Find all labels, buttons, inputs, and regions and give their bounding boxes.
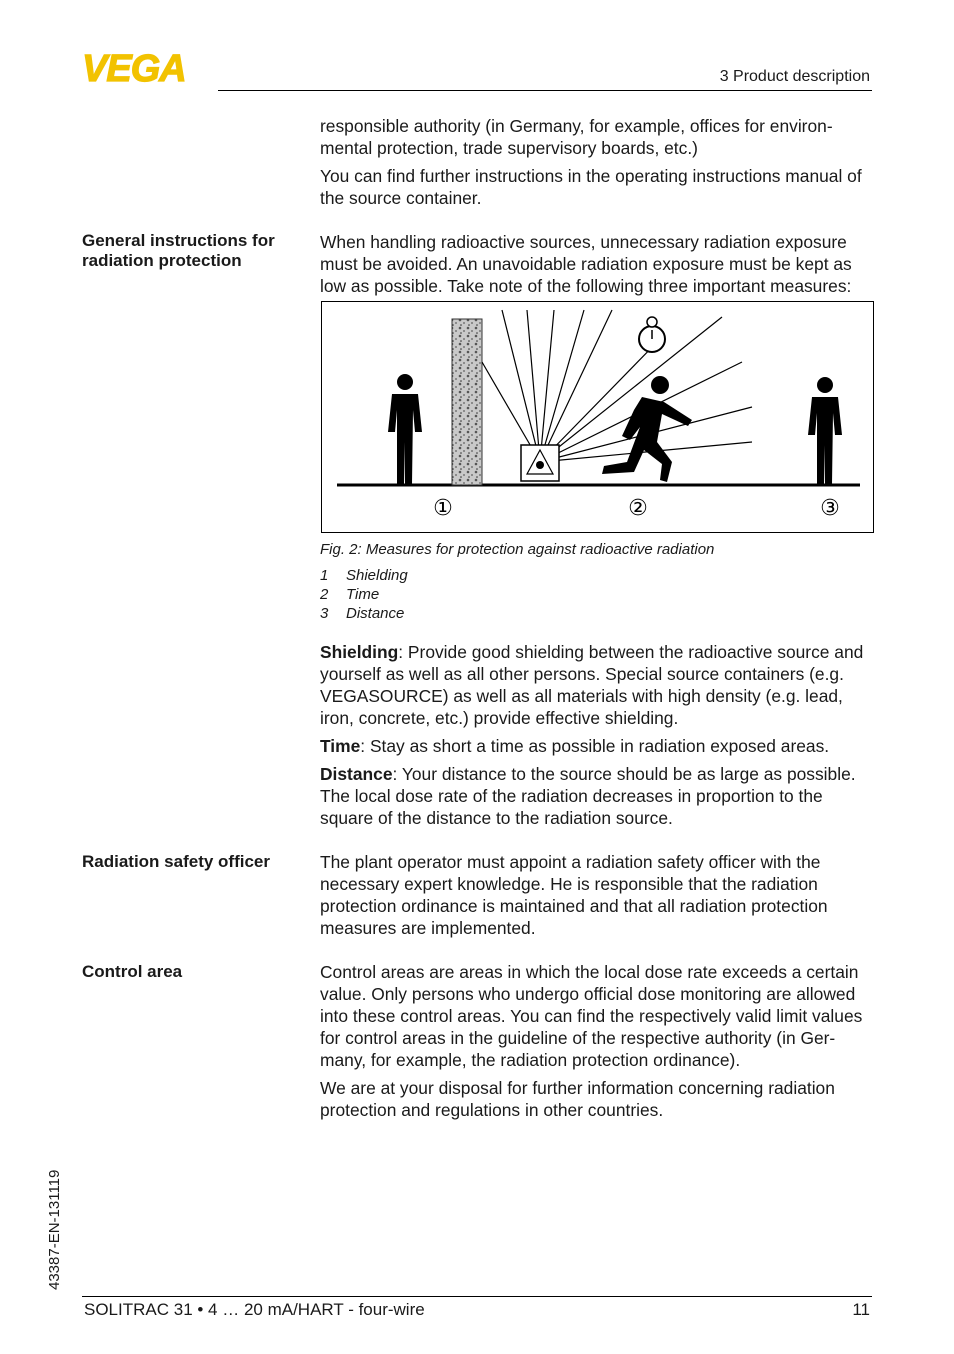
measures-block	[320, 641, 880, 835]
legend-item	[320, 566, 408, 585]
officer-paragraph: The plant operator must appoint a radiation safety officer with the necessary expert knowledge. He is responsible that the radiation protection ordinance is maintained and that all radiation protection measures are implemented.	[320, 852, 828, 938]
control-paragraph-1: Control areas are areas in which the local dose rate exceeds a certain value. Only persons who undergo official dose monitoring are allowed into these control areas. You can find the respectively valid limit values for control areas in the guideline of the respective authority (in Ger-many, for example, the radiation protection ordinance).	[320, 962, 863, 1070]
control-paragraph-2: We are at your disposal for further information concerning radiation protection and regulations in other countries.	[320, 1078, 835, 1120]
distance-paragraph	[320, 763, 880, 829]
stopwatch-icon	[639, 317, 665, 352]
legend-number: 2	[320, 586, 329, 603]
shielding-wall	[452, 319, 482, 485]
shielding-term: Shielding	[320, 642, 399, 662]
radiation-illustration	[322, 302, 873, 532]
vega-logo-mark	[82, 52, 212, 84]
officer-heading: Radiation safety officer	[82, 852, 270, 871]
intro-paragraph-1: responsible authority (in Germany, for example, offices for environ-mental protection, trade supervisory boards, etc.)	[320, 116, 833, 158]
radiation-figure	[321, 301, 874, 533]
general-block	[320, 231, 880, 303]
officer-block	[320, 851, 880, 945]
marker-3: ③	[820, 496, 840, 521]
time-term: Time	[320, 736, 361, 756]
figure-legend	[320, 566, 408, 623]
person-left-icon	[388, 374, 422, 484]
legend-label: Time	[346, 586, 380, 603]
page-number: 11	[852, 1300, 870, 1319]
logo-text: VEGA	[82, 52, 186, 84]
distance-text: : Your distance to the source should be as large as possible. The local dose rate of the radiation decreases in proportion to the square of the distance to the radiation source.	[320, 764, 856, 828]
marker-2: ②	[628, 496, 648, 521]
intro-block	[320, 115, 880, 215]
person-running-icon	[602, 376, 692, 482]
general-paragraph: When handling radioactive sources, unnecessary radiation exposure must be avoided. An unavoidable radiation exposure must be kept as low as possible. Take note of the following three important measures:	[320, 232, 852, 296]
header-divider	[218, 90, 872, 91]
legend-item	[320, 604, 408, 623]
intro-paragraph-2: You can find further instructions in the operating instructions manual of the source container.	[320, 166, 862, 208]
legend-label: Distance	[346, 605, 405, 622]
footer-title: SOLITRAC 31 • 4 … 20 mA/HART - four-wire	[84, 1300, 425, 1319]
figure-caption: Fig. 2: Measures for protection against radioactive radiation	[320, 541, 715, 558]
control-heading: Control area	[82, 962, 183, 981]
distance-term: Distance	[320, 764, 393, 784]
legend-number: 1	[320, 567, 329, 584]
footer-divider	[82, 1296, 872, 1297]
shielding-paragraph	[320, 641, 880, 729]
radiation-rays	[482, 310, 752, 462]
legend-label: Shielding	[346, 567, 408, 584]
time-text: : Stay as short a time as possible in radiation exposed areas.	[360, 736, 830, 756]
marker-1: ①	[433, 496, 453, 521]
control-block	[320, 961, 880, 1127]
general-heading: General instructions for radiation protection	[82, 231, 275, 270]
time-paragraph	[320, 735, 880, 757]
document-code: 43387-EN-131119	[46, 1169, 63, 1290]
legend-item	[320, 585, 408, 604]
legend-number: 3	[320, 605, 329, 622]
shielding-text: : Provide good shielding between the radioactive source and yourself as well as all other persons. Special source containers (e.g. VEGASOURCE) as well as all materials with high density (e.g. lead, iron, concrete, etc.) provide effective shielding.	[320, 642, 864, 728]
vega-logo	[82, 52, 212, 84]
section-title: 3 Product description	[719, 68, 870, 85]
person-right-icon	[808, 377, 842, 484]
